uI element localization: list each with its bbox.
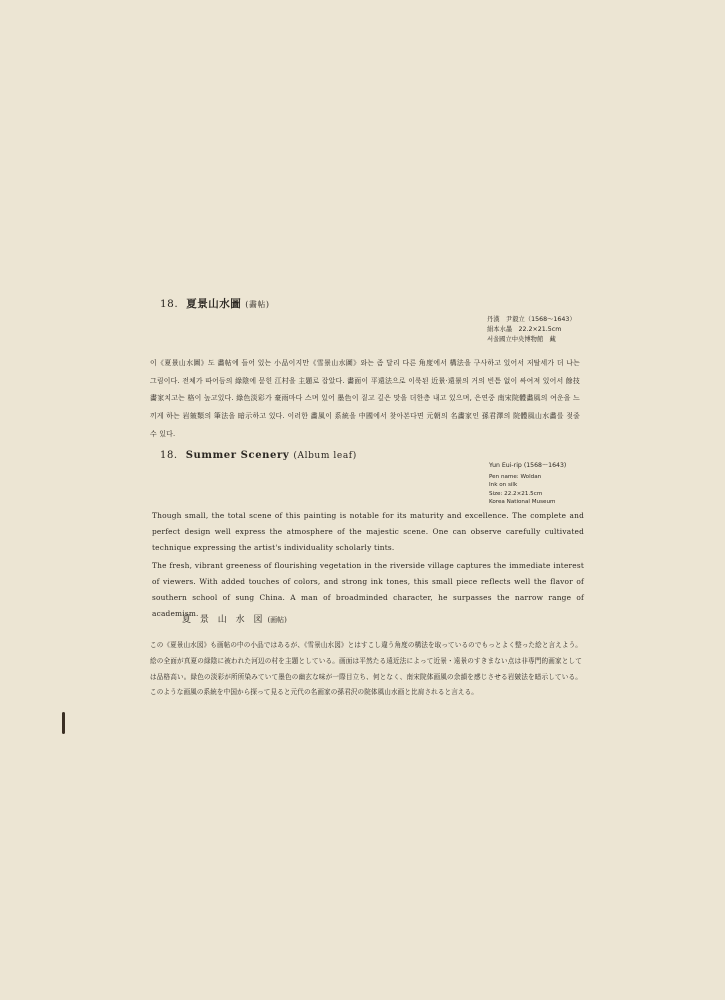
- english-plate-number: 18.: [160, 450, 178, 461]
- english-pen-name: Pen name: Woldan: [489, 473, 542, 480]
- korean-medium: 絹本水墨 22.2×21.5cm: [487, 326, 562, 333]
- english-heading: [160, 450, 357, 461]
- korean-collection: 서울國立中央博物館 藏: [487, 336, 556, 343]
- english-paragraph: The fresh, vibrant greeness of flourishing vegetation in the riverside village captures the immediate interest of viewers. With added touches of colors, and strong ink tones, this small piece reflects well the flavor of southern school of sung China. A man of broadminded character, he surpasses the narrow range of academism.: [152, 561, 584, 618]
- korean-title: 夏景山水圖: [186, 298, 242, 310]
- korean-description: 이《夏景山水圖》도 畵帖에 들어 있는 小品이지만《雪景山水圖》와는 좀 달리 다른 角度에서 構法을 구사하고 있어서 저탈세가 더 나는 그림이다. 전체가 따어듬의 綠陰에 묻힌 江村을 主題로 잡았다. 畵面이 平遠法으로 이룩된 近景·遠景의 거의 빈틈 없이 싸여져 있어서 餘技畵家치고는 格이 높고있다. 綠色淡彩가 豪雨마다 스며 있어 墨色이 짙고 깊은 맛을 더한층 내고 있으며, 은연중 南宋院體畵風의 여운을 느끼게 하는 岩皴類의 筆法을 暗示하고 있다. 이러한 畵風이 系統을 中國에서 찾아본다면 元朝의 名畵家인 孫君澤의 院體風山水畵를 젖줄 수 있다.: [150, 359, 580, 438]
- japanese-description: この《夏景山水図》も画帖の中の小品ではあるが、《雪景山水図》とはすこし違う角度の構法を取っているのでもっとよく整った絵と言えよう。絵の全面が真夏の緑陰に被われた河辺の村を主題としている。画面は平然たる遠近法によって近景・遠景のすきまない点は非専門的画家としては品格高い。緑色の淡彩が所所染みていて墨色の幽玄な味が一際目立ち、何となく、南宋院体画風の余韻を感じさせる岩皴法を暗示している。このような画風の系統を中国から探って見ると元代の名画家の孫君沢の院体風山水画と比肩されると言える。: [150, 641, 582, 697]
- korean-subtitle: (畵帖): [245, 300, 270, 309]
- english-size: Size: 22.2×21.5cm: [489, 490, 543, 497]
- english-paragraph: Though small, the total scene of this painting is notable for its maturity and excellence. The complete and perfect design well express the atmosphere of the majestic scene. One can observe carefully cultivated technique expressing the artist's individuality scholarly tints.: [152, 511, 584, 552]
- english-subtitle: (Album leaf): [293, 451, 357, 461]
- japanese-heading: [182, 612, 287, 625]
- korean-heading: [160, 296, 269, 311]
- japanese-title: 夏 景 山 水 図: [182, 615, 266, 625]
- english-description: [152, 508, 584, 625]
- english-artist: Yun Eui-rip (1568～1643): [489, 462, 567, 469]
- english-title: Summer Scenery: [185, 450, 290, 461]
- page-edge-mark: [62, 712, 65, 734]
- korean-artist: 丹漢 尹毅立（1568～1643）: [487, 316, 576, 323]
- english-collection: Korea National Museum: [489, 499, 556, 505]
- korean-caption: [487, 315, 576, 345]
- english-medium: Ink on silk: [489, 482, 518, 488]
- korean-plate-number: 18.: [160, 298, 179, 310]
- japanese-subtitle: (画帖): [267, 616, 287, 624]
- english-caption: [489, 462, 566, 507]
